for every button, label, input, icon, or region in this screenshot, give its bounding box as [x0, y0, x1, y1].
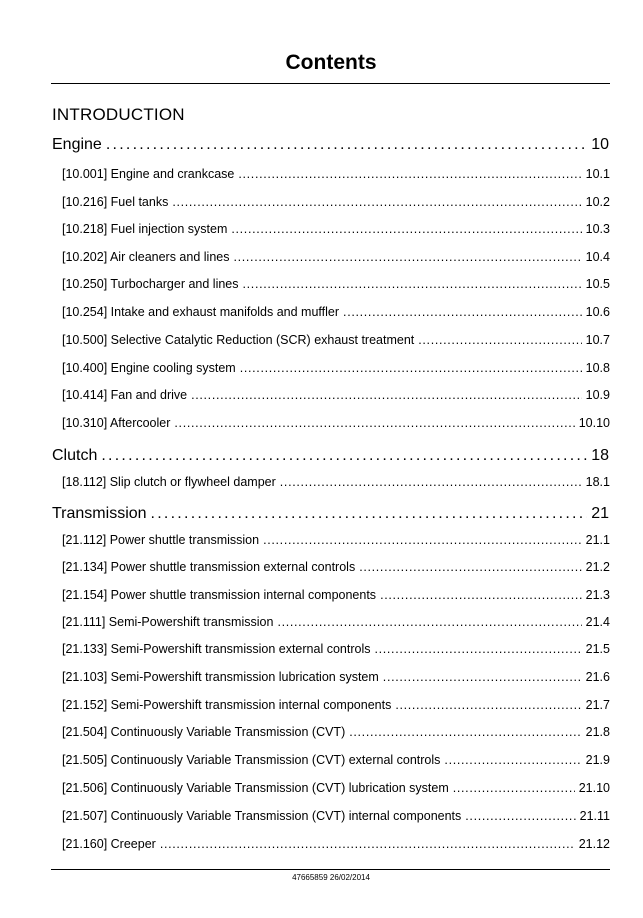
toc-entry-label: Engine: [52, 136, 102, 153]
dot-leader: [349, 725, 581, 739]
dot-leader: [151, 505, 588, 523]
toc-entry-page: 10: [591, 136, 609, 153]
toc-entry[interactable]: [62, 753, 610, 771]
dot-leader: [280, 475, 582, 489]
dot-leader: [277, 615, 581, 629]
dot-leader: [263, 533, 582, 547]
toc-entry-page: 10.8: [585, 361, 610, 375]
toc-entry-page: 21.8: [585, 725, 610, 739]
toc-entry[interactable]: [62, 781, 610, 799]
toc-entry-label: [21.504] Continuously Variable Transmission (CVT): [62, 725, 346, 739]
toc-entry-page: 21.9: [585, 753, 610, 767]
toc-section-entry[interactable]: [52, 447, 610, 469]
toc-entry-label: [10.202] Air cleaners and lines: [62, 250, 230, 264]
dot-leader: [453, 781, 575, 795]
dot-leader: [160, 837, 575, 851]
toc-entry-page: 21.11: [579, 809, 610, 823]
toc-entry-page: 10.7: [585, 333, 610, 347]
toc-entry-label: [21.505] Continuously Variable Transmission (CVT) external controls: [62, 753, 441, 767]
toc-entry-page: 10.6: [585, 305, 610, 319]
toc-entry-label: [10.216] Fuel tanks: [62, 195, 169, 209]
toc-entry[interactable]: [62, 670, 610, 688]
dot-leader: [383, 670, 582, 684]
dot-leader: [101, 447, 587, 465]
toc-entry-label: [10.250] Turbocharger and lines: [62, 277, 239, 291]
toc-entry-page: 21.12: [578, 837, 610, 851]
dot-leader: [231, 222, 581, 236]
dot-leader: [240, 361, 582, 375]
toc-entry[interactable]: [62, 475, 610, 493]
toc-entry[interactable]: [62, 560, 610, 578]
toc-entry[interactable]: [62, 305, 610, 323]
toc-entry-label: Transmission: [52, 505, 147, 522]
toc-entry[interactable]: [62, 222, 610, 240]
toc-entry-label: [21.160] Creeper: [62, 837, 156, 851]
toc-entry-page: 21.5: [585, 642, 610, 656]
toc-entry[interactable]: [62, 615, 610, 633]
toc-entry-page: 10.1: [585, 167, 610, 181]
dot-leader: [359, 560, 581, 574]
toc-entry-label: [21.134] Power shuttle transmission external controls: [62, 560, 356, 574]
toc-section-entry[interactable]: [52, 505, 610, 527]
dot-leader: [174, 416, 574, 430]
dot-leader: [418, 333, 581, 347]
dot-leader: [343, 305, 582, 319]
toc-entry-page: 21.6: [585, 670, 610, 684]
toc-entry[interactable]: [62, 809, 610, 827]
toc-entry-label: Clutch: [52, 447, 98, 464]
introduction-heading[interactable]: INTRODUCTION: [52, 105, 185, 124]
toc-entry-label: [10.500] Selective Catalytic Reduction (SCR) exhaust treatment: [62, 333, 415, 347]
toc-entry-label: [21.507] Continuously Variable Transmission (CVT) internal components: [62, 809, 462, 823]
dot-leader: [465, 809, 575, 823]
toc-entry-label: [21.103] Semi-Powershift transmission lubrication system: [62, 670, 379, 684]
toc-entry-label: [21.154] Power shuttle transmission internal components: [62, 588, 377, 602]
bottom-divider: [51, 869, 610, 870]
toc-entry[interactable]: [62, 416, 610, 434]
toc-entry-page: 10.5: [585, 277, 610, 291]
toc-entry[interactable]: [62, 333, 610, 351]
toc-entry[interactable]: [62, 361, 610, 379]
toc-entry-page: 21: [591, 505, 609, 522]
toc-entry[interactable]: [62, 388, 610, 406]
toc-entry[interactable]: [62, 588, 610, 606]
dot-leader: [172, 195, 581, 209]
toc-entry[interactable]: [62, 277, 610, 295]
toc-entry-page: 10.4: [585, 250, 610, 264]
toc-entry[interactable]: [62, 642, 610, 660]
dot-leader: [233, 250, 581, 264]
toc-entry-label: [21.506] Continuously Variable Transmission (CVT) lubrication system: [62, 781, 449, 795]
toc-entry[interactable]: [62, 725, 610, 743]
dot-leader: [106, 136, 587, 154]
toc-entry-label: [10.400] Engine cooling system: [62, 361, 236, 375]
dot-leader: [191, 388, 582, 402]
toc-entry-label: [21.152] Semi-Powershift transmission internal components: [62, 698, 392, 712]
toc-entry-label: [10.414] Fan and drive: [62, 388, 188, 402]
toc-entry-page: 21.3: [585, 588, 610, 602]
dot-leader: [444, 753, 581, 767]
toc-entry-page: 21.7: [585, 698, 610, 712]
toc-entry-page: 18.1: [585, 475, 610, 489]
toc-entry-label: [21.133] Semi-Powershift transmission external controls: [62, 642, 371, 656]
dot-leader: [380, 588, 582, 602]
toc-entry-page: 21.1: [585, 533, 610, 547]
toc-entry-page: 21.10: [578, 781, 610, 795]
toc-entry[interactable]: [62, 698, 610, 716]
toc-entry-page: 10.10: [578, 416, 610, 430]
toc-entry-label: [10.310] Aftercooler: [62, 416, 171, 430]
footer-document-id: 47665859 26/02/2014: [292, 873, 370, 882]
toc-entry[interactable]: [62, 195, 610, 213]
toc-entry-page: 10.2: [585, 195, 610, 209]
toc-entry-page: 21.4: [585, 615, 610, 629]
toc-entry-page: 21.2: [585, 560, 610, 574]
toc-entry-page: 18: [591, 447, 609, 464]
dot-leader: [243, 277, 582, 291]
toc-entry-label: [10.254] Intake and exhaust manifolds and muffler: [62, 305, 340, 319]
dot-leader: [238, 167, 581, 181]
toc-entry-label: [18.112] Slip clutch or flywheel damper: [62, 475, 276, 489]
toc-entry[interactable]: [62, 167, 610, 185]
toc-entry-page: 10.3: [585, 222, 610, 236]
toc-entry-page: 10.9: [585, 388, 610, 402]
toc-entry[interactable]: [62, 250, 610, 268]
top-divider: [51, 83, 610, 84]
toc-section-entry[interactable]: [52, 136, 610, 158]
dot-leader: [395, 698, 581, 712]
page-title: Contents: [285, 51, 377, 74]
toc-entry-label: [10.218] Fuel injection system: [62, 222, 228, 236]
toc-entry[interactable]: [62, 837, 610, 855]
toc-entry-label: [10.001] Engine and crankcase: [62, 167, 235, 181]
toc-entry-label: [21.111] Semi-Powershift transmission: [62, 615, 274, 629]
toc-entry[interactable]: [62, 533, 610, 551]
dot-leader: [374, 642, 581, 656]
toc-entry-label: [21.112] Power shuttle transmission: [62, 533, 260, 547]
